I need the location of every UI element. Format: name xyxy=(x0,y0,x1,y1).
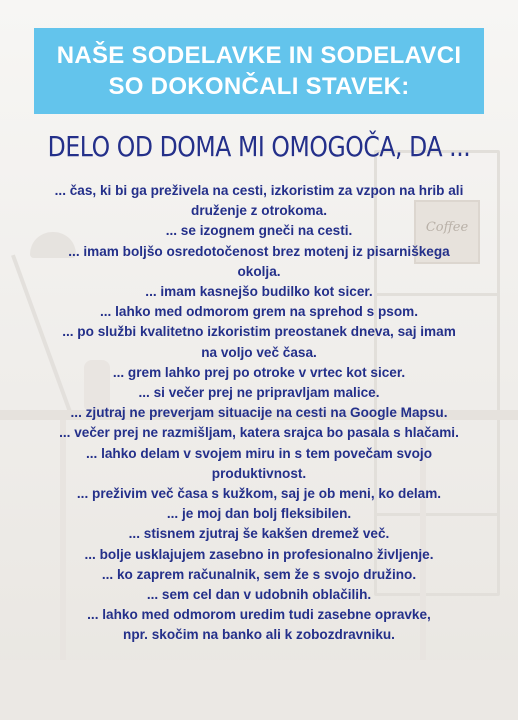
statement-line: produktivnost. xyxy=(211,465,307,481)
statement-line: na voljo več časa. xyxy=(201,344,317,360)
statement-list xyxy=(18,181,500,646)
statement-line: ... si večer prej ne pripravljam malice. xyxy=(138,385,380,401)
statement-line: ... se izognem gneči na cesti. xyxy=(165,223,353,239)
header-banner xyxy=(34,28,484,114)
coffee-frame-text: Coffee xyxy=(425,220,469,235)
statement-item xyxy=(18,403,500,423)
statement-line: ... ko zaprem računalnik, sem že s svojo družino. xyxy=(101,566,417,582)
statement-line: druženje z otrokoma. xyxy=(191,203,327,219)
statement-line: ... stisnem zjutraj še kakšen dremež več. xyxy=(128,526,390,542)
statement-item xyxy=(18,383,500,403)
statement-item xyxy=(18,363,500,383)
statement-item xyxy=(18,322,500,362)
statement-line: ... čas, ki bi ga preživela na cesti, izkoristim za vzpon na hrib ali xyxy=(54,183,464,198)
statement-line: ... po službi kvalitetno izkoristim preostanek dneva, saj imam xyxy=(62,324,456,340)
subheading: DELO OD DOMA MI OMOGOČA, DA ... xyxy=(47,130,471,163)
statement-item xyxy=(18,504,500,524)
statement-line: ... lahko med odmorom grem na sprehod s psom. xyxy=(100,304,418,320)
statement-line: ... imam boljšo osredotočenost brez motenj iz pisarniškega xyxy=(68,243,450,259)
statement-item xyxy=(18,423,500,443)
statement-item xyxy=(18,242,500,282)
statement-line: ... lahko delam v svojem miru in s tem povečam svojo xyxy=(85,445,432,461)
statement-line: ... imam kasnejšo budilko kot sicer. xyxy=(145,284,373,300)
header-title-line-2: SO DOKONČALI STAVEK: xyxy=(108,73,410,100)
statement-item xyxy=(18,282,500,302)
statement-line: ... bolje usklajujem zasebno in profesionalno življenje. xyxy=(84,546,434,562)
statement-line: okolja. xyxy=(237,263,281,279)
statement-item xyxy=(18,484,500,504)
statement-item xyxy=(18,545,500,565)
statement-item xyxy=(18,524,500,544)
header-title-line-1: NAŠE SODELAVKE IN SODELAVCI xyxy=(56,42,462,69)
statement-line: ... grem lahko prej po otroke v vrtec kot sicer. xyxy=(112,364,406,380)
statement-item xyxy=(18,605,500,645)
statement-line: ... preživim več časa s kužkom, saj je ob meni, ko delam. xyxy=(76,486,442,502)
statement-item xyxy=(18,444,500,484)
statement-line: ... zjutraj ne preverjam situacije na cesti na Google Mapsu. xyxy=(70,405,448,421)
floor-decoration xyxy=(0,660,518,720)
statement-line: ... večer prej ne razmišljam, katera srajca bo pasala s hlačami. xyxy=(59,425,459,441)
statement-item xyxy=(18,585,500,605)
statement-line: ... sem cel dan v udobnih oblačilih. xyxy=(146,587,372,603)
statement-item xyxy=(18,302,500,322)
statement-item xyxy=(18,221,500,241)
statement-line: ... je moj dan bolj fleksibilen. xyxy=(166,506,352,522)
statement-line: ... lahko med odmorom uredim tudi zasebne opravke, xyxy=(87,607,431,623)
statement-line: npr. skočim na banko ali k zobozdravniku. xyxy=(123,627,395,643)
statement-item xyxy=(18,565,500,585)
statement-item xyxy=(18,181,500,221)
